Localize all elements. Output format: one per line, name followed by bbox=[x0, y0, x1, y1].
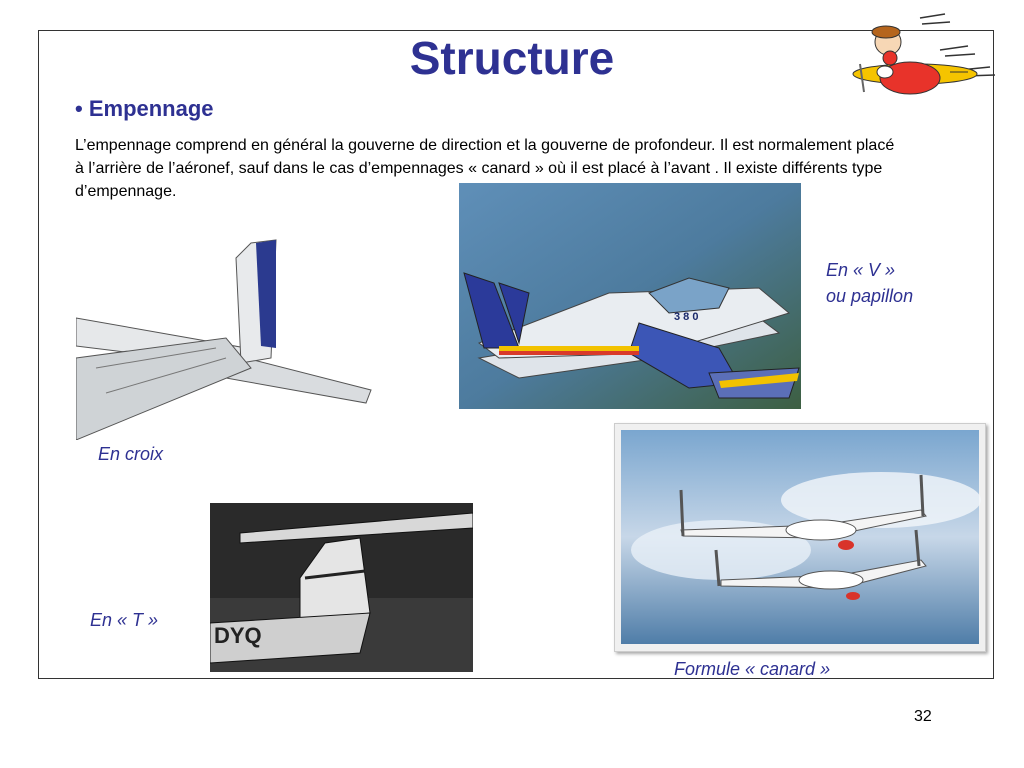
jet-roundel-text: 3 8 0 bbox=[674, 311, 699, 323]
caption-t: En « T » bbox=[90, 610, 159, 630]
caption-v-line1: En « V » bbox=[826, 260, 896, 280]
bullet-empennage: • Empennage bbox=[75, 96, 214, 121]
caption-v-line2: ou papillon bbox=[826, 286, 914, 306]
cartoon-plane-logo bbox=[840, 12, 1005, 104]
bullet-label: Empennage bbox=[88, 96, 214, 121]
slide-title: Structure bbox=[409, 32, 615, 84]
caption-cross: En croix bbox=[98, 444, 164, 464]
cross-tail-image bbox=[76, 218, 376, 440]
caption-canard: Formule « canard » bbox=[674, 659, 831, 679]
t-tail-image bbox=[210, 503, 473, 672]
v-tail-jet-image bbox=[459, 183, 801, 409]
description-paragraph: L’empennage comprend en général la gouverne de direction et la gouverne de profondeur. Il est normalement placé à l’arrière de l’aéronef, sauf dans le cas d’empennages « canard » où il est placé à l’avant . Il existe différents type d’empennage. bbox=[75, 137, 895, 200]
canard-aircraft-image bbox=[614, 423, 986, 652]
page-number: 32 bbox=[914, 708, 932, 725]
t-tail-registration: DYQ bbox=[214, 623, 262, 648]
